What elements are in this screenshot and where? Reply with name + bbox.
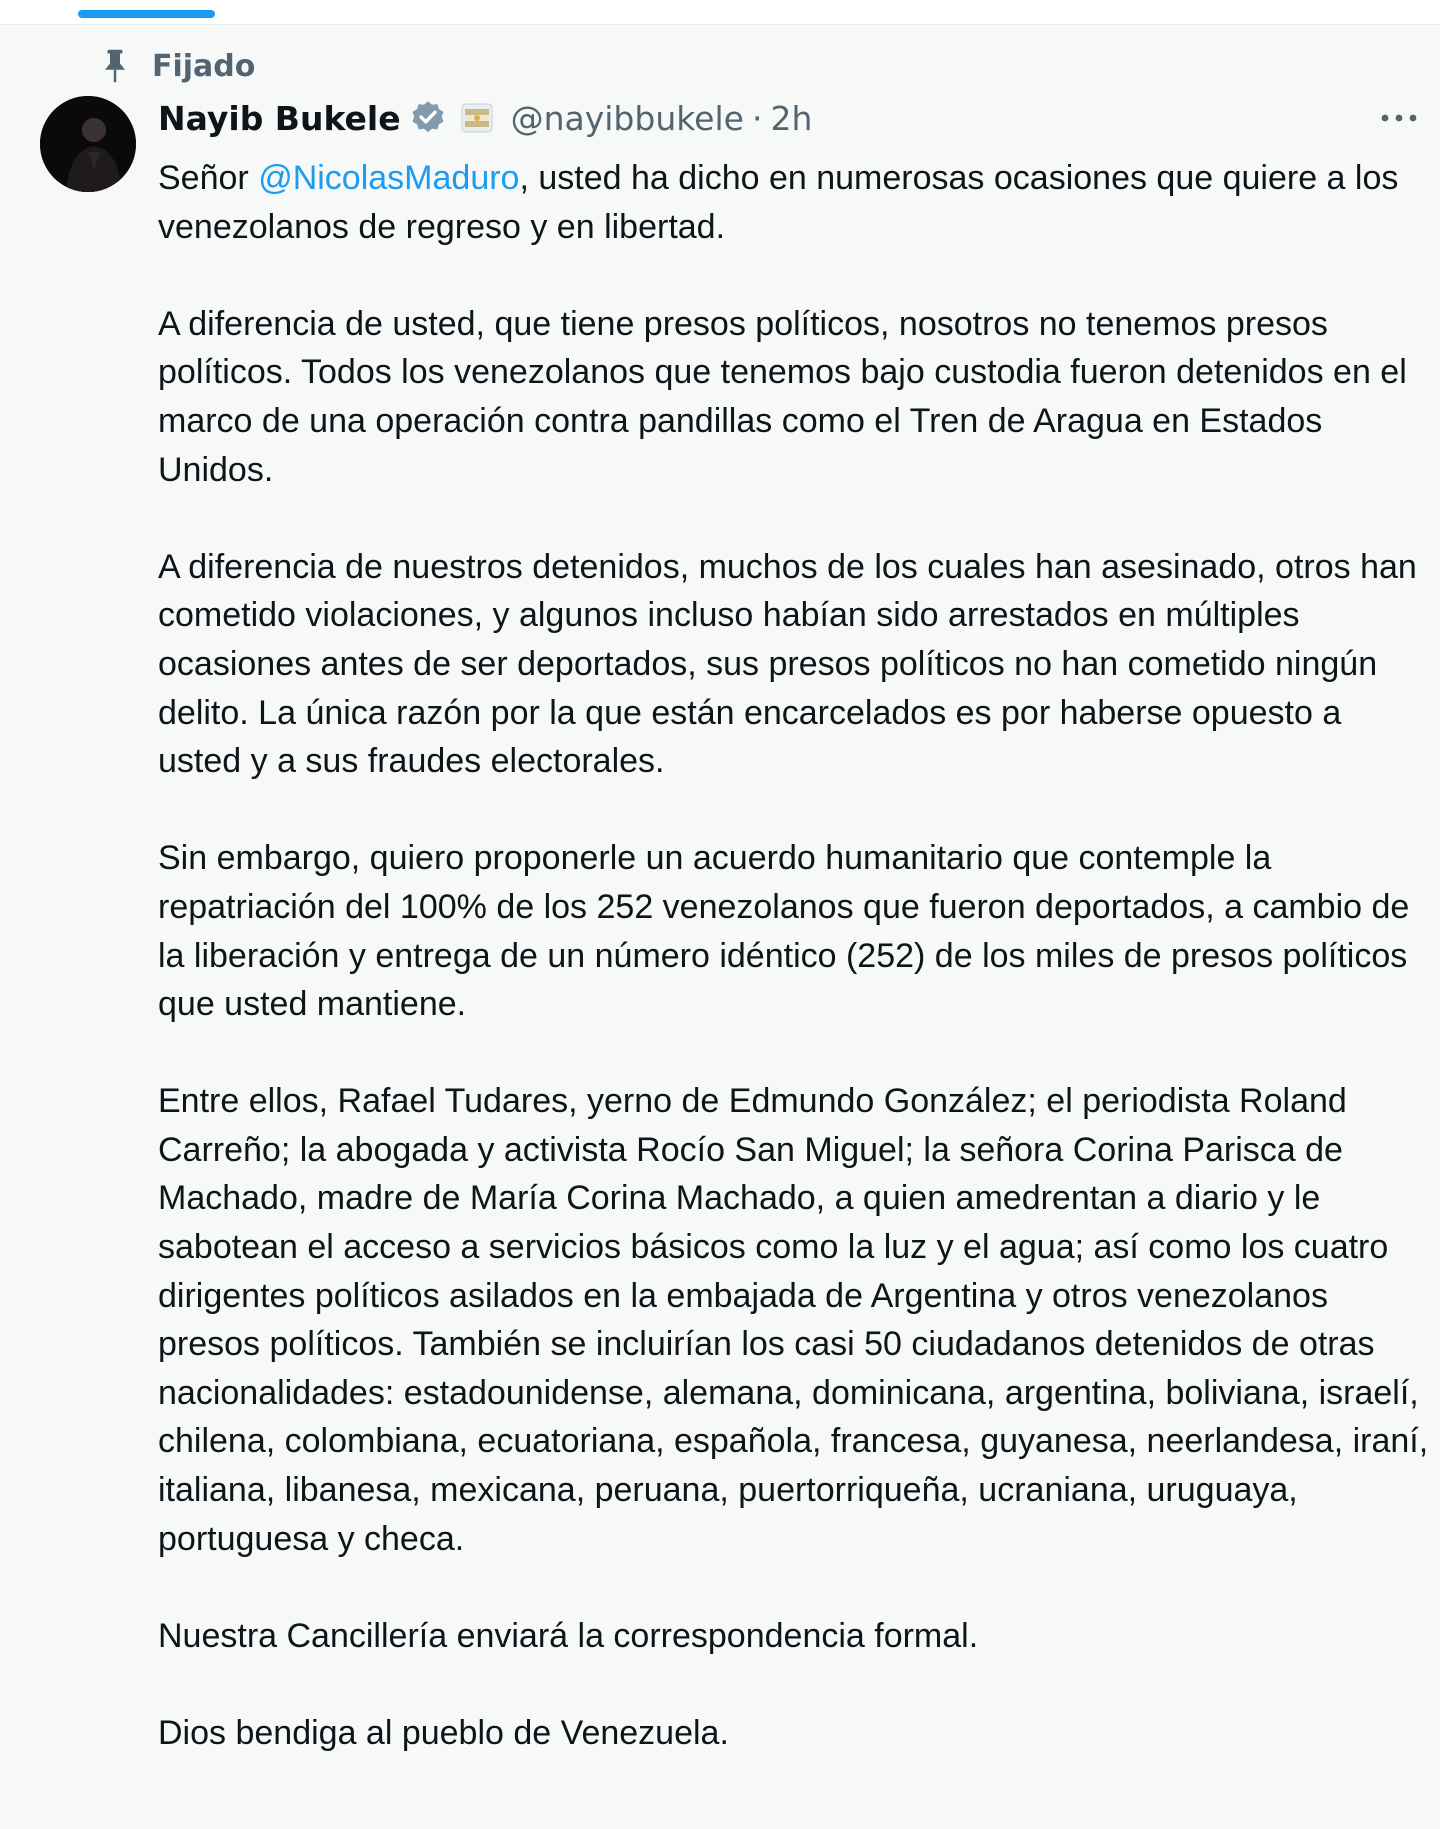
pinned-indicator bbox=[100, 44, 255, 88]
affiliate-flag-badge-icon[interactable] bbox=[461, 103, 493, 133]
author-handle[interactable]: @nayibbukele bbox=[510, 98, 744, 138]
tweet-paragraph: A diferencia de nuestros detenidos, muchos de los cuales han asesinado, otros han cometido violaciones, y algunos incluso habían sido arrestados en múltiples ocasiones antes de ser deportados, sus presos políticos no han cometido ningún delito. La única razón por la que están encarcelados es por haberse opuesto a usted y a sus fraudes electorales. bbox=[158, 547, 1417, 781]
tweet-timestamp[interactable]: 2h bbox=[770, 98, 813, 138]
tweet-paragraph: A diferencia de usted, que tiene presos políticos, nosotros no tenemos presos políticos. Todos los venezolanos que tenemos bajo custodia fueron detenidos en el marco de una operación contra pandillas como el Tren de Aragua en Estados Unidos. bbox=[158, 304, 1407, 489]
tweet-paragraph: Dios bendiga al pueblo de Venezuela. bbox=[158, 1714, 729, 1752]
author-avatar[interactable] bbox=[40, 96, 136, 192]
paragraph-text: Señor bbox=[158, 159, 259, 197]
pinned-tweet[interactable] bbox=[0, 24, 1440, 1829]
pinned-label: Fijado bbox=[152, 48, 256, 84]
pin-icon bbox=[100, 47, 130, 85]
mention-link[interactable]: @NicolasMaduro bbox=[258, 159, 520, 197]
avatar-image bbox=[40, 96, 136, 192]
tweet-header bbox=[158, 92, 812, 144]
more-options-icon[interactable] bbox=[1378, 108, 1420, 128]
header-separator: · bbox=[751, 98, 763, 138]
tweet-paragraph: Entre ellos, Rafael Tudares, yerno de Edmundo González; el periodista Roland Carreño; la abogada y activista Rocío San Miguel; la señora Corina Parisca de Machado, madre de María Corina Machado, a quien amedrentan a diario y le sabotean el acceso a servicios básicos como la luz y el agua; así como los cuatro dirigentes políticos asilados en la embajada de Argentina y otros venezolanos presos políticos. También se incluirían los casi 50 ciudadanos detenidos de otras nacionalidades: estadounidense, alemana, dominicana, argentina, boliviana, israelí, chilena, colombiana, ecuatoriana, española, francesa, guyanesa, neerlandesa, iraní, italiana, libanesa, mexicana, peruana, puertorriqueña, ucraniana, uruguaya, portuguesa y checa. bbox=[158, 1082, 1429, 1558]
verified-badge-icon[interactable] bbox=[409, 99, 447, 137]
top-tab-bar bbox=[0, 0, 1440, 25]
author-name[interactable]: Nayib Bukele bbox=[158, 98, 401, 138]
tweet-paragraph bbox=[158, 154, 1430, 251]
tweet-paragraph: Nuestra Cancillería enviará la correspondencia formal. bbox=[158, 1616, 979, 1655]
paragraph-text: , usted ha dicho en numerosas ocasiones que quiere a los venezolanos de regreso y en libertad. bbox=[158, 159, 1399, 246]
tweet-body bbox=[158, 154, 1430, 1806]
active-tab-indicator[interactable] bbox=[78, 10, 215, 18]
tweet-paragraph: Sin embargo, quiero proponerle un acuerdo humanitario que contemple la repatriación del 100% de los 252 venezolanos que fueron deportados, a cambio de la liberación y entrega de un número idéntico (252) de los miles de presos políticos que usted mantiene. bbox=[158, 839, 1410, 1024]
